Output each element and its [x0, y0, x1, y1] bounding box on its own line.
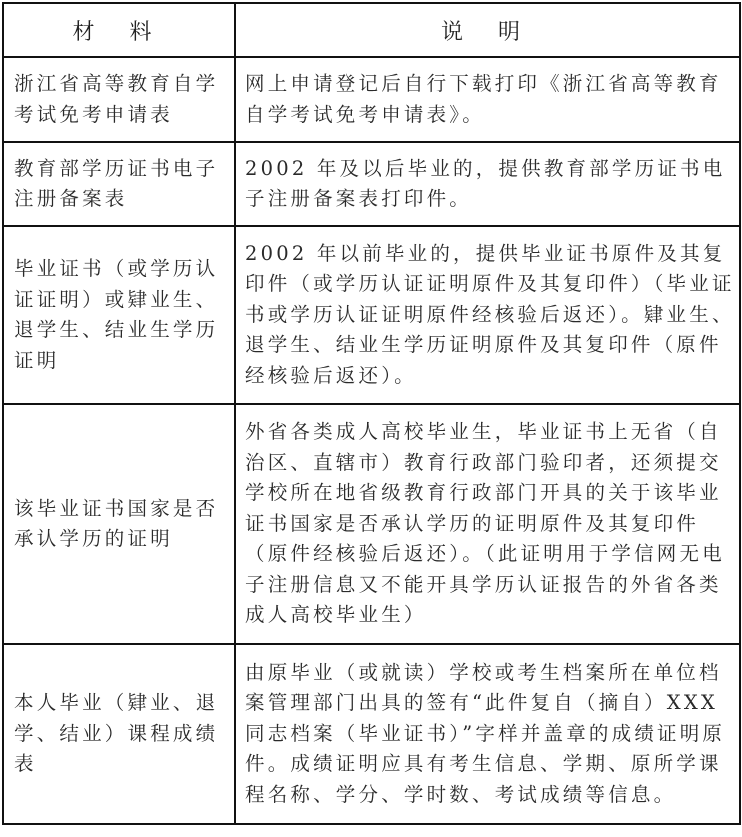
material-cell: 本人毕业（肄业、退学、结业）课程成绩表	[3, 644, 235, 824]
description-cell: 2002 年及以后毕业的，提供教育部学历证书电子注册备案表打印件。	[235, 142, 740, 226]
table-row	[3, 644, 740, 824]
table-row	[3, 226, 740, 404]
material-cell: 教育部学历证书电子注册备案表	[3, 142, 235, 226]
material-cell: 浙江省高等教育自学考试免考申请表	[3, 57, 235, 142]
description-cell: 外省各类成人高校毕业生，毕业证书上无省（自治区、直辖市）教育行政部门验印者，还须提交学校所在地省级教育行政部门开具的关于该毕业证书国家是否承认学历的证明原件及其复印件（原件经核验后返还）。（此证明用于学信网无电子注册信息又不能开具学历认证报告的外省各类成人高校毕业生）	[235, 404, 740, 644]
description-cell: 由原毕业（或就读）学校或考生档案所在单位档案管理部门出具的签有“此件复自（摘自）XXX 同志档案（毕业证书）”字样并盖章的成绩证明原件。成绩证明应具有考生信息、学期、原所学课程名称、学分、学时数、考试成绩等信息。	[235, 644, 740, 824]
materials-table	[2, 2, 741, 825]
table-header-row	[3, 3, 740, 57]
material-cell: 该毕业证书国家是否承认学历的证明	[3, 404, 235, 644]
header-material: 材 料	[3, 3, 235, 57]
table-row	[3, 404, 740, 644]
table-row	[3, 142, 740, 226]
table-row	[3, 57, 740, 142]
material-cell: 毕业证书（或学历认证证明）或肄业生、退学生、结业生学历证明	[3, 226, 235, 404]
description-cell: 网上申请登记后自行下载打印《浙江省高等教育自学考试免考申请表》。	[235, 57, 740, 142]
description-cell: 2002 年以前毕业的，提供毕业证书原件及其复印件（或学历认证证明原件及其复印件）（毕业证书或学历认证证明原件经核验后返还）。肄业生、退学生、结业生学历证明原件及其复印件（原件经核验后返还）。	[235, 226, 740, 404]
header-description: 说 明	[235, 3, 740, 57]
